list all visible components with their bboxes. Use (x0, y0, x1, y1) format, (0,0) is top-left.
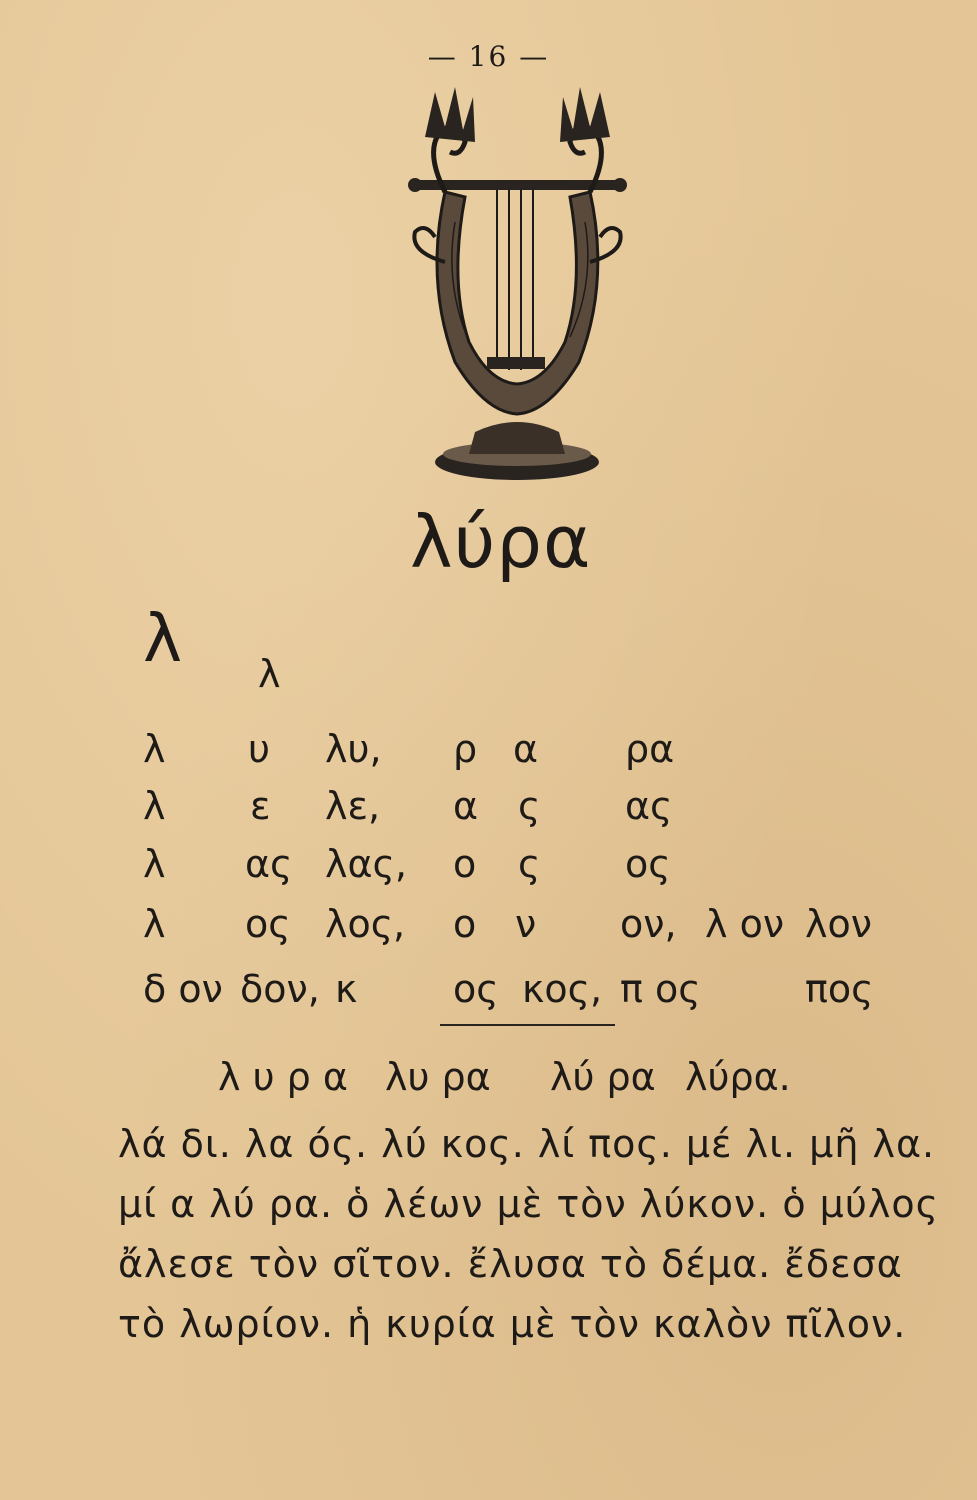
syllable-cell: λ (143, 784, 166, 828)
syllable-cell: ρα (625, 727, 675, 771)
syllable-cell: λ (143, 902, 166, 946)
syllable-cell: ο (453, 902, 477, 946)
syllable-cell: λας, (325, 842, 407, 886)
syllable-cell: λ (143, 727, 166, 771)
syllable-cell: ς (518, 842, 541, 886)
syllable-cell: λ (143, 842, 166, 886)
syllable-cell: α (453, 784, 479, 828)
syllable-cell: π ος (620, 967, 701, 1011)
word-step: λ υ ρ α (218, 1055, 348, 1099)
syllable-cell: λος, (325, 902, 406, 946)
reading-line: μί α λύ ρα. ὁ λέων μὲ τὸν λύκον. ὁ μύλος (118, 1182, 939, 1226)
syllable-cell: δ ον (143, 967, 223, 1011)
syllable-cell: ος (625, 842, 671, 886)
syllable-cell: κος, (522, 967, 603, 1011)
syllable-cell: δον, (240, 967, 320, 1011)
syllable-cell: ος (453, 967, 499, 1011)
divider-rule (440, 1024, 615, 1026)
syllable-cell: ο (453, 842, 477, 886)
lesson-title: λύρα (410, 500, 592, 584)
syllable-cell: ον, (620, 902, 677, 946)
lyre-illustration (405, 82, 630, 492)
word-step: λυ ρα (385, 1055, 491, 1099)
syllable-cell: κ (335, 967, 358, 1011)
syllable-cell: ος (245, 902, 291, 946)
syllable-cell: ν (515, 902, 537, 946)
syllable-cell: λ ον (705, 902, 785, 946)
syllable-cell: ας (625, 784, 673, 828)
syllable-cell: λε, (325, 784, 381, 828)
lesson-letter-large: λ (143, 600, 183, 677)
syllable-cell: α (513, 727, 539, 771)
reading-line: τὸ λωρίον. ἡ κυρία μὲ τὸν καλὸν πῖλον. (118, 1302, 907, 1346)
syllable-cell: πος (805, 967, 874, 1011)
syllable-cell: ρ (453, 727, 478, 771)
syllable-cell: ς (518, 784, 541, 828)
word-step: λύ ρα (550, 1055, 656, 1099)
syllable-cell: υ (248, 727, 270, 771)
reading-line: λά δι. λα ός. λύ κος. λί πος. μέ λι. μῆ λα. (118, 1122, 936, 1166)
syllable-cell: ας (245, 842, 293, 886)
syllable-cell: λον (805, 902, 872, 946)
word-step: λύρα. (685, 1055, 791, 1099)
lesson-letter-small: λ (258, 652, 281, 696)
reading-line: ἄλεσε τὸν σῖτον. ἔλυσα τὸ δέμα. ἔδεσα (118, 1242, 903, 1286)
syllable-cell: λυ, (325, 727, 382, 771)
page-number: — 16 — (427, 40, 550, 73)
syllable-cell: ε (250, 784, 271, 828)
